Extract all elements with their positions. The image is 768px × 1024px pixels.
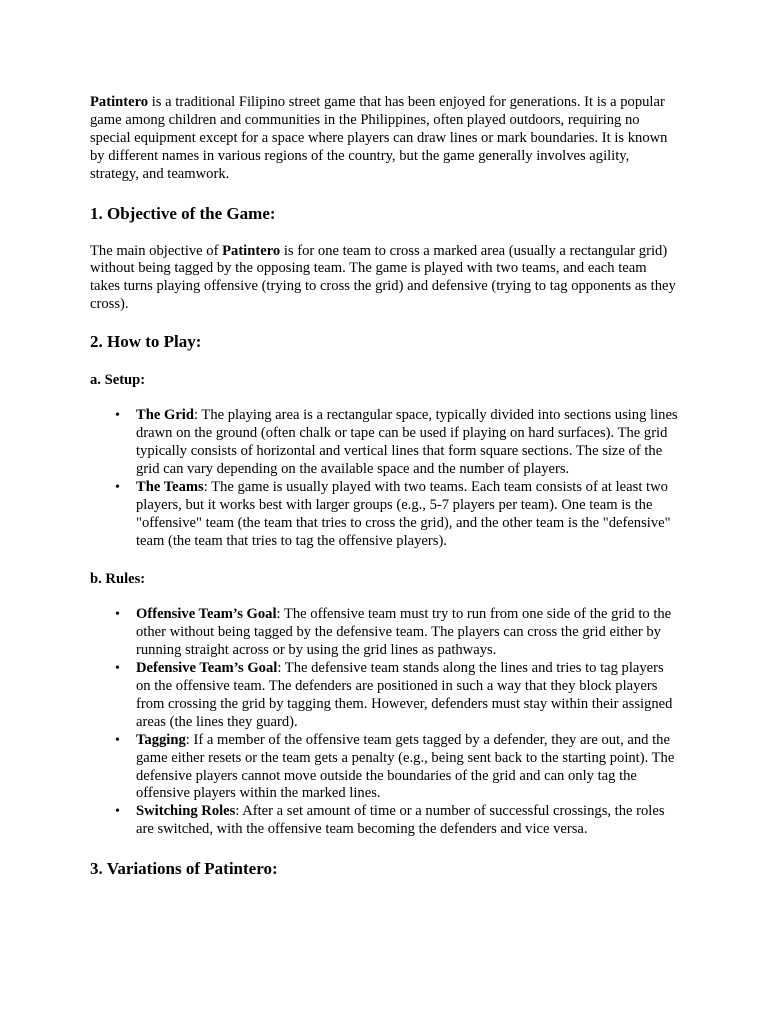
bullet-icon: •: [115, 408, 120, 424]
section1-text-before: The main objective of: [90, 242, 223, 259]
list-item-term: Tagging: [136, 731, 186, 748]
list-item: [115, 731, 680, 804]
section1-text-after: is for one team to cross a marked area (usually a rectangular grid) without being tagged by the opposing team. The game is played with two teams, and each team takes turns playing offensive (trying to cross the grid) and defensive (trying to tag opponents as they cross).: [90, 242, 676, 313]
document-page: [90, 94, 680, 898]
list-item-text: : The offensive team must try to run from one side of the grid to the other without being tagged by the defensive team. The players can cross the grid either by running straight across or by using the grid lines as pathways.: [136, 606, 672, 659]
section1-term: Patintero: [222, 242, 281, 259]
list-item: [115, 478, 680, 551]
intro-term: Patintero: [90, 94, 149, 110]
bullet-icon: •: [115, 804, 120, 820]
section3-heading: 3. Variations of Patintero:: [90, 859, 278, 879]
rules-list: [90, 606, 680, 839]
rules-heading: b. Rules:: [90, 571, 146, 588]
list-item: [115, 803, 680, 839]
bullet-icon: •: [115, 732, 120, 748]
setup-heading: a. Setup:: [90, 372, 146, 389]
list-item: [115, 606, 680, 660]
list-item: [115, 660, 680, 732]
list-item-text: : The playing area is a rectangular space, typically divided into sections using lines drawn on the ground (often chalk or tape can be used if playing on hard surfaces). The grid typically consists of horizontal and vertical lines that form square sections. The size of the grid can vary depending on the available space and the number of players.: [136, 407, 678, 477]
list-item-text: : After a set amount of time or a number of successful crossings, the roles are switched, with the offensive team becoming the defenders and vice versa.: [136, 803, 665, 838]
list-item-text: : If a member of the offensive team gets tagged by a defender, they are out, and the game either resets or the team gets a penalty (e.g., being sent back to the starting point). The defensive players cannot move outside the boundaries of the grid and can only tag the offensive players within the marked lines.: [136, 731, 675, 802]
list-item-term: Switching Roles: [136, 803, 236, 820]
list-item-text: : The game is usually played with two teams. Each team consists of at least two players, but it works best with larger groups (e.g., 5-7 players per team). One team is the "offensive" team (the team that tries to cross the grid), and the other team is the "defensive" team (the team that tries to tag the offensive players).: [136, 478, 671, 549]
list-item-term: The Teams: [136, 478, 204, 495]
section1-heading: 1. Objective of the Game:: [90, 203, 276, 223]
section1-paragraph: [90, 243, 680, 315]
bullet-icon: •: [115, 661, 120, 677]
list-item-text: : The defensive team stands along the lines and tries to tag players on the offensive team. The defenders are positioned in such a way that they block players from crossing the grid by tagging them. However, defenders must stay within their assigned areas (the lines they guard).: [136, 660, 673, 730]
intro-paragraph: [90, 94, 680, 184]
list-item-term: Defensive Team’s Goal: [136, 660, 278, 677]
intro-text: is a traditional Filipino street game that has been enjoyed for generations. It is a popular game among children and communities in the Philippines, often played outdoors, requiring no special equipment except for a space where players can draw lines or mark boundaries. It is known by different names in various regions of the country, but the game generally involves agility, strategy, and teamwork.: [90, 94, 668, 182]
list-item-term: Offensive Team’s Goal: [136, 606, 277, 623]
list-item: [115, 407, 680, 479]
list-item-term: The Grid: [136, 407, 194, 424]
bullet-icon: •: [115, 479, 120, 495]
setup-list: [90, 407, 680, 550]
section2-heading: 2. How to Play:: [90, 332, 202, 352]
bullet-icon: •: [115, 607, 120, 623]
